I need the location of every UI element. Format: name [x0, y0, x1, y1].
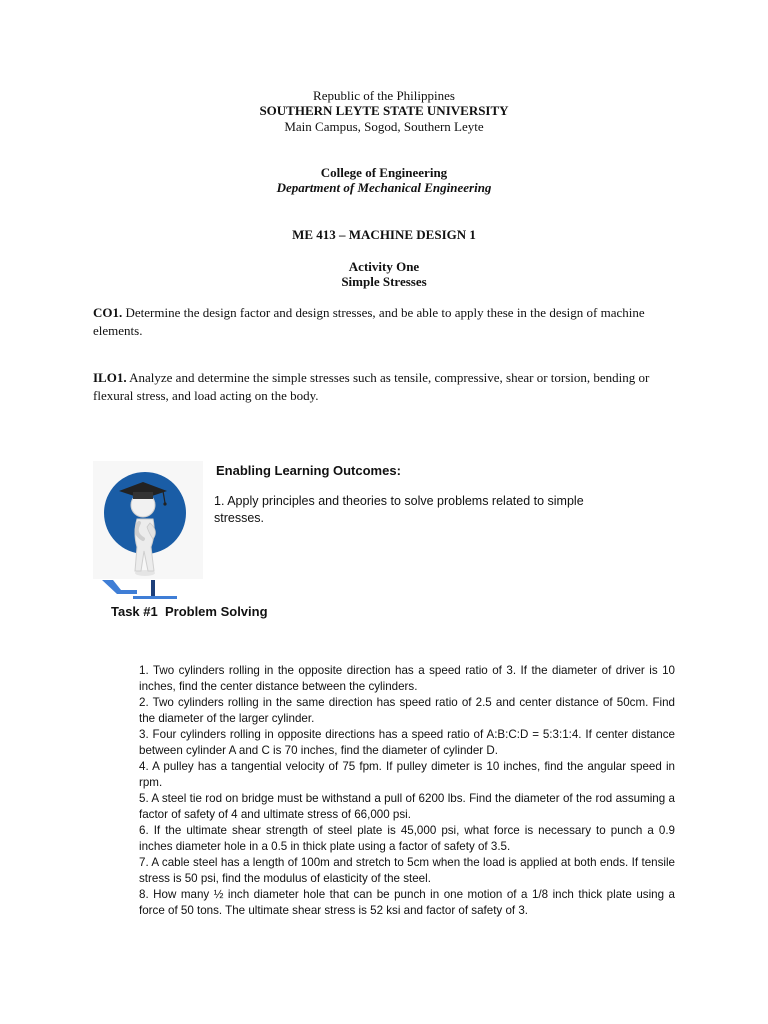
ilo-text: Analyze and determine the simple stresses such as tensile, compressive, shear or torsion, bending or flexural stress, and load acting on the body.	[93, 370, 650, 403]
enabling-outcomes-heading: Enabling Learning Outcomes:	[216, 463, 401, 478]
problem-list	[139, 663, 675, 919]
problem-item: 3. Four cylinders rolling in opposite directions has a speed ratio of A:B:C:D = 5:3:1:4. If center distance between cylinder A and C is 70 inches, find the diameter of cylinder D.	[139, 728, 675, 757]
problem-item: 5. A steel tie rod on bridge must be withstand a pull of 6200 lbs. Find the diameter of the rod assuming a factor of safety of 4 and ultimate stress of 66,000 psi.	[139, 792, 675, 821]
problem-item: 8. How many ½ inch diameter hole that can be punch in one motion of a 1/8 inch thick plate using a force of 50 tons. The ultimate shear stress is 52 ksi and factor of safety of 3.	[139, 888, 675, 917]
header-college: College of Engineering	[320, 165, 448, 180]
ilo-label: ILO1.	[93, 370, 127, 385]
enabling-outcome-item: 1. Apply principles and theories to solve problems related to simple stresses.	[214, 494, 584, 525]
problem-item: 6. If the ultimate shear strength of steel plate is 45,000 psi, what force is necessary to punch a 0.9 inches diameter hole in a 0.5 in thick plate using a factor of safety of 3.5.	[139, 824, 675, 853]
co-text: Determine the design factor and design stresses, and be able to apply these in the design of machine elements.	[93, 305, 645, 338]
task-title: Task #1 Problem Solving	[111, 604, 268, 619]
header-university: SOUTHERN LEYTE STATE UNIVERSITY	[259, 103, 509, 118]
header-campus: Main Campus, Sogod, Southern Leyte	[284, 119, 484, 134]
problem-item: 1. Two cylinders rolling in the opposite direction has a speed ratio of 3. If the diameter of driver is 10 inches, find the center distance between the cylinders.	[139, 664, 675, 693]
co-label: CO1.	[93, 305, 123, 320]
course-outcome	[93, 304, 678, 340]
problem-item: 7. A cable steel has a length of 100m and stretch to 5cm when the load is applied at both ends. If tensile stress is 50 psi, find the modulus of elasticity of the steel.	[139, 856, 675, 885]
desk-chair-icon	[101, 578, 181, 600]
activity-topic: Simple Stresses	[341, 274, 427, 289]
activity-title: Activity One	[348, 259, 420, 274]
header-republic: Republic of the Philippines	[313, 88, 455, 103]
header-department: Department of Mechanical Engineering	[276, 180, 492, 195]
intended-learning-outcome	[93, 369, 678, 405]
problem-item: 4. A pulley has a tangential velocity of 75 fpm. If pulley dimeter is 10 inches, find the angular speed in rpm.	[139, 760, 675, 789]
problem-item: 2. Two cylinders rolling in the same direction has speed ratio of 2.5 and center distance of 50cm. Find the diameter of the larger cylinder.	[139, 696, 675, 725]
course-title: ME 413 – MACHINE DESIGN 1	[292, 227, 476, 242]
